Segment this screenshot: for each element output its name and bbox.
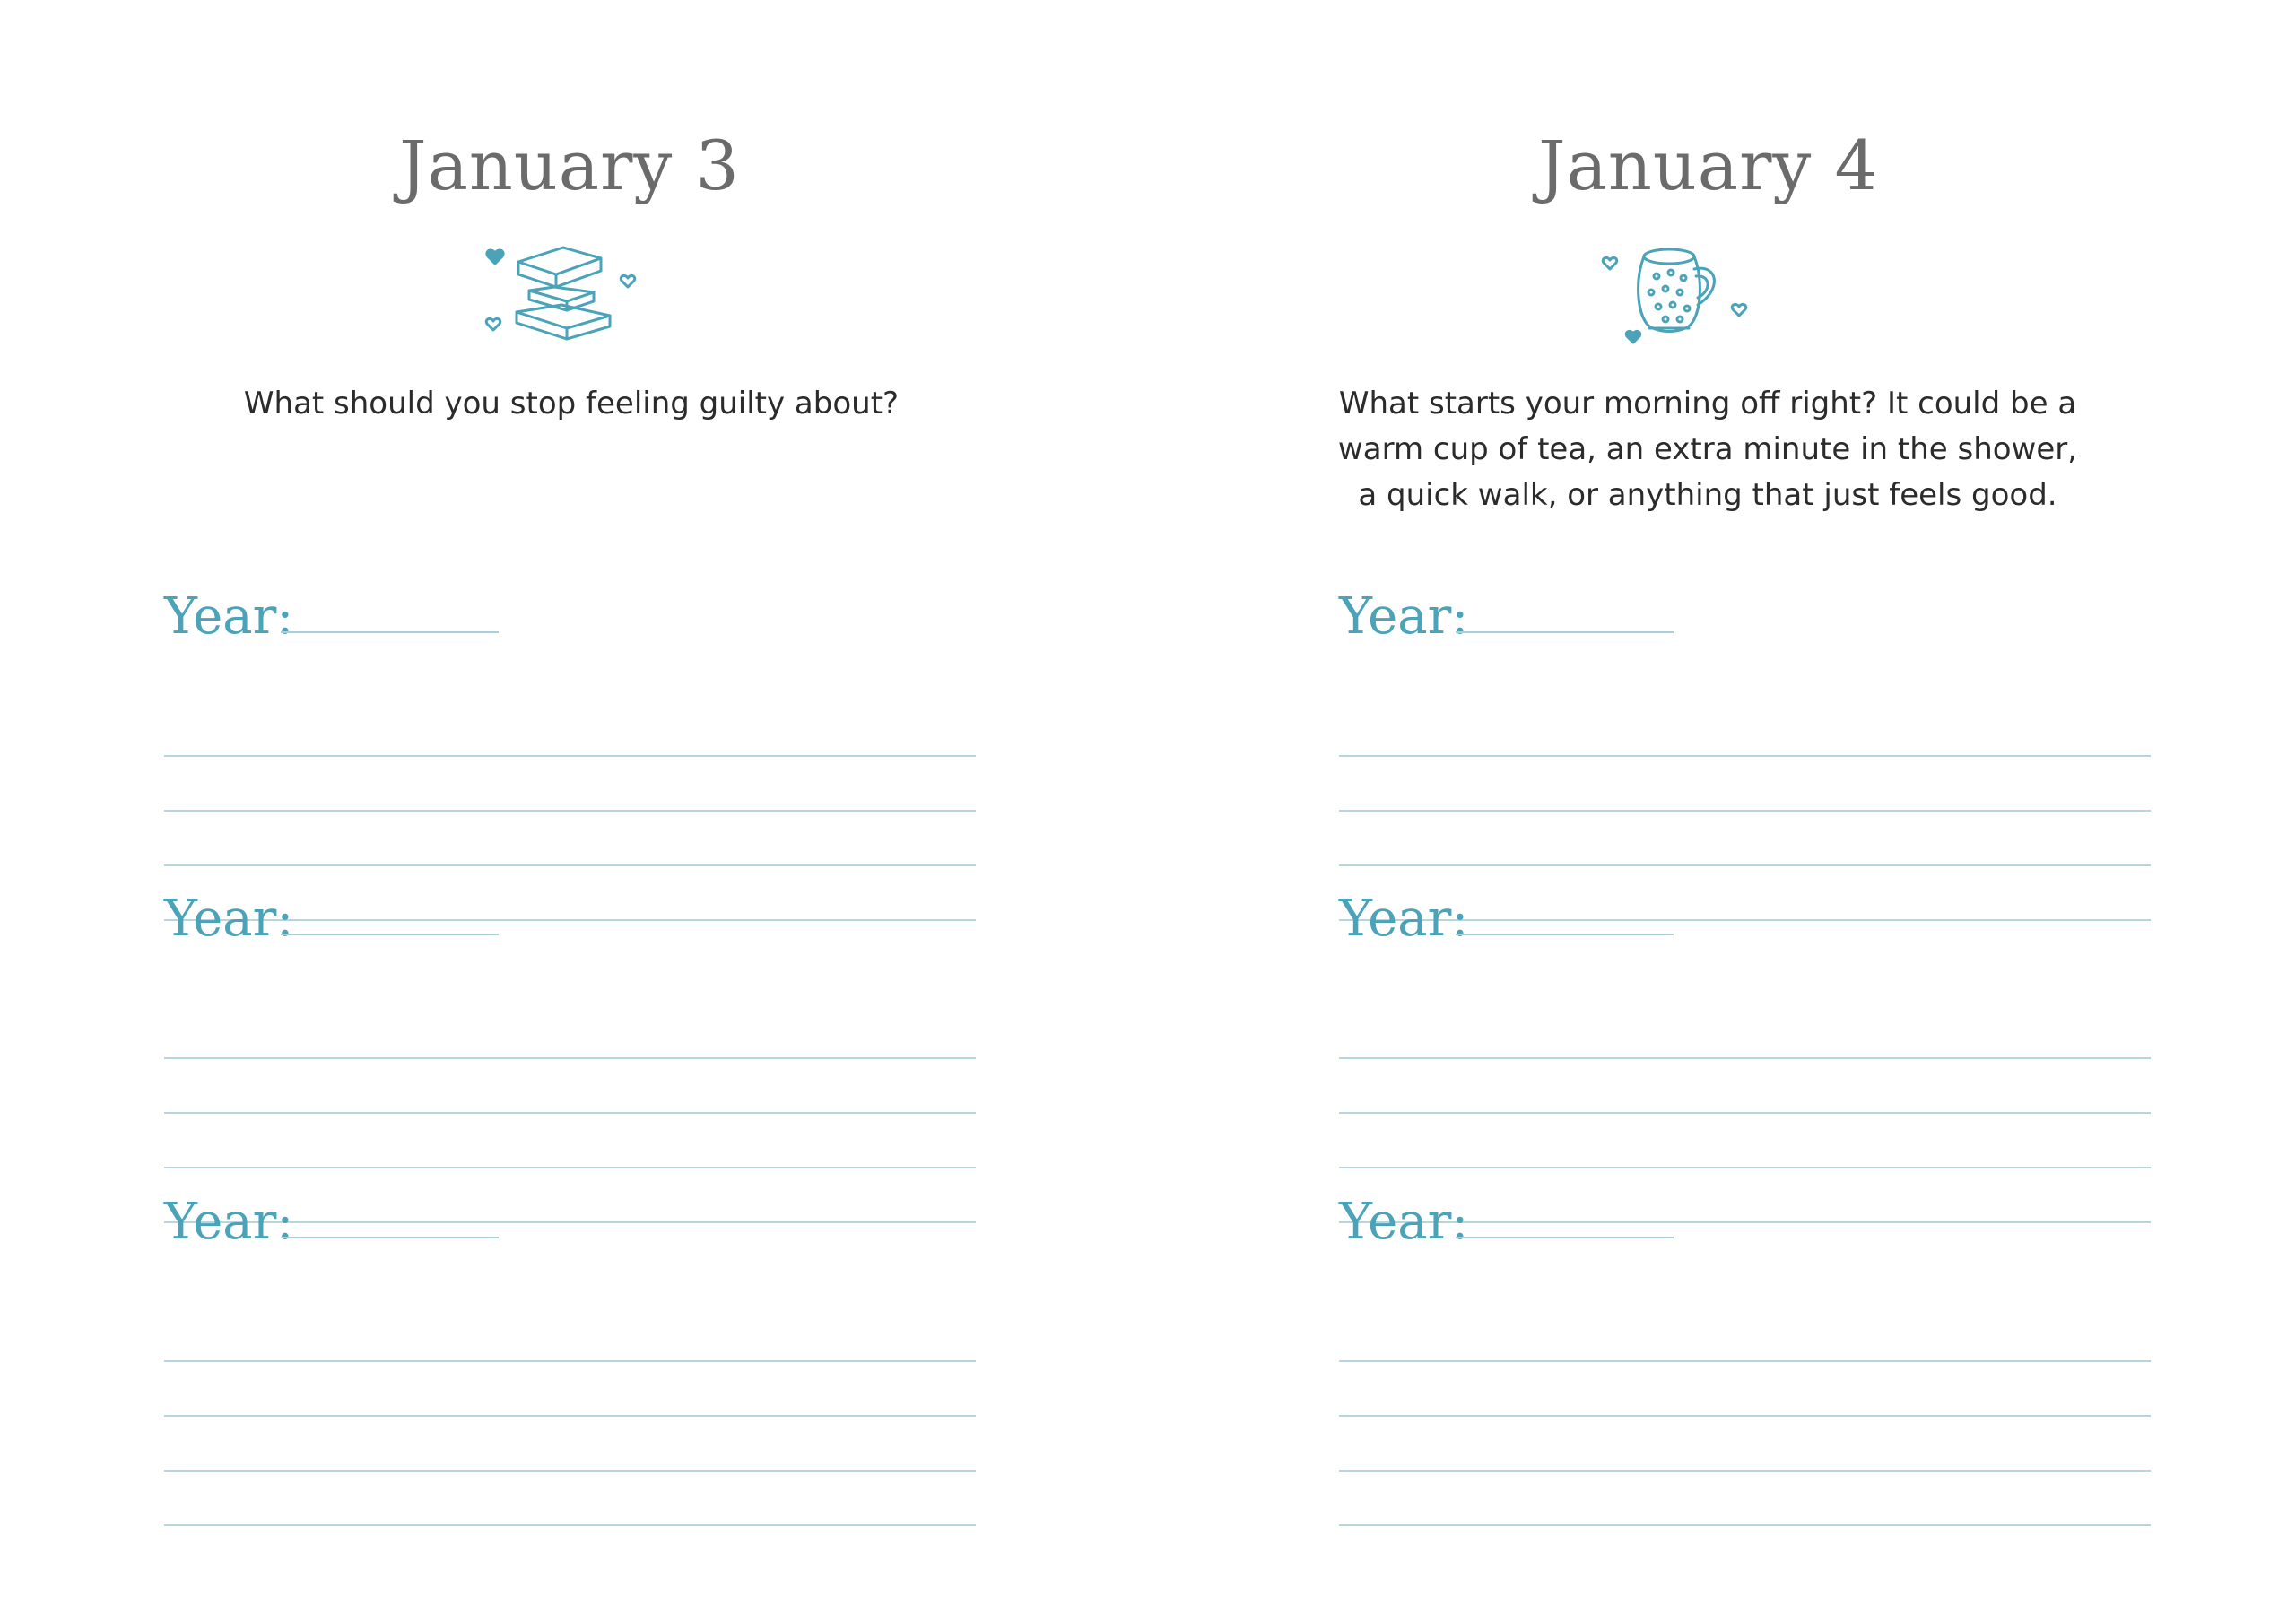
writing-line[interactable] — [1339, 864, 2151, 866]
journal-prompt — [1134, 381, 2282, 518]
writing-line[interactable] — [1339, 1057, 2151, 1059]
year-entry — [164, 1193, 976, 1526]
page-title: January 4 — [1538, 126, 1879, 205]
writing-line[interactable] — [164, 1470, 976, 1472]
writing-line[interactable] — [164, 1112, 976, 1114]
year-label: Year: — [164, 1193, 294, 1251]
year-blank-line[interactable] — [1456, 1237, 1674, 1238]
writing-line[interactable] — [1339, 810, 2151, 812]
year-entry — [1339, 1193, 2151, 1526]
writing-line[interactable] — [1339, 755, 2151, 757]
teapot-with-hearts-icon — [1592, 235, 1753, 352]
year-entry — [1339, 890, 2151, 1223]
writing-line[interactable] — [164, 1360, 976, 1362]
year-entry — [1339, 587, 2151, 921]
year-label: Year: — [164, 890, 294, 948]
year-row — [1339, 587, 2151, 650]
prompt-line: warm cup of tea, an extra minute in the shower, — [1337, 431, 2078, 467]
journal-page-january-4 — [1175, 0, 2296, 1607]
year-label: Year: — [1339, 587, 1469, 646]
year-entry — [164, 890, 976, 1223]
year-row — [164, 587, 976, 650]
journal-prompt — [0, 381, 1145, 427]
writing-line[interactable] — [164, 810, 976, 812]
year-label: Year: — [164, 587, 294, 646]
year-row — [1339, 890, 2151, 952]
year-label: Year: — [1339, 890, 1469, 948]
writing-line[interactable] — [164, 1167, 976, 1168]
writing-line[interactable] — [164, 864, 976, 866]
year-blank-line[interactable] — [1456, 934, 1674, 935]
writing-line[interactable] — [1339, 1167, 2151, 1168]
writing-line[interactable] — [164, 1524, 976, 1526]
year-row — [164, 1193, 976, 1255]
writing-line[interactable] — [164, 1057, 976, 1059]
year-label: Year: — [1339, 1193, 1469, 1251]
writing-line[interactable] — [164, 755, 976, 757]
page-title: January 3 — [399, 126, 740, 205]
year-blank-line[interactable] — [1456, 631, 1674, 633]
books-with-hearts-icon — [484, 235, 646, 352]
writing-line[interactable] — [1339, 1360, 2151, 1362]
year-blank-line[interactable] — [281, 934, 499, 935]
writing-line[interactable] — [164, 1415, 976, 1417]
year-blank-line[interactable] — [281, 631, 499, 633]
writing-line[interactable] — [1339, 1415, 2151, 1417]
prompt-line: What should you stop feeling guilty about? — [243, 386, 900, 421]
year-row — [1339, 1193, 2151, 1255]
writing-line[interactable] — [1339, 1524, 2151, 1526]
year-blank-line[interactable] — [281, 1237, 499, 1238]
year-row — [164, 890, 976, 952]
writing-line[interactable] — [1339, 1112, 2151, 1114]
year-entry — [164, 587, 976, 921]
prompt-line: a quick walk, or anything that just feels good. — [1358, 477, 2057, 513]
writing-line[interactable] — [1339, 1470, 2151, 1472]
prompt-line: What starts your morning off right? It could be a — [1338, 386, 2077, 421]
